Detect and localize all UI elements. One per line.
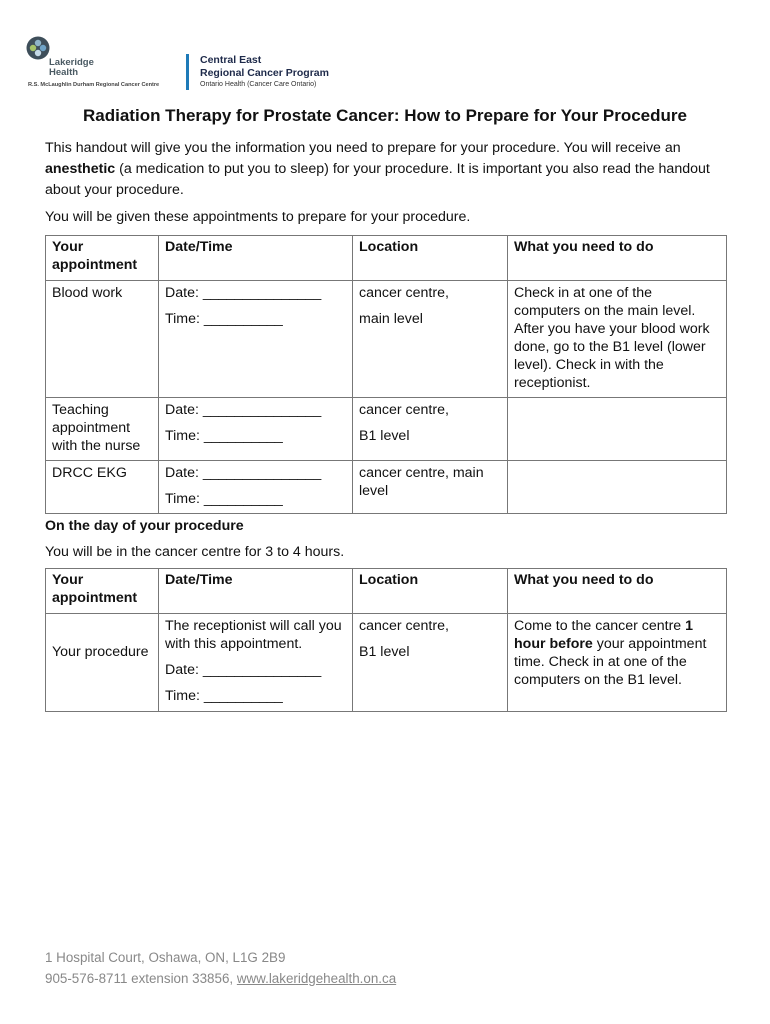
header-location: Location bbox=[353, 236, 508, 281]
appointment-location bbox=[353, 614, 508, 712]
todo-bold-time: 1 hour before bbox=[514, 618, 694, 652]
todo-text-2: your appointment time. Check in at one of the computers on the B1 level. bbox=[514, 636, 707, 688]
location-line2: main level bbox=[359, 311, 423, 327]
location-line1: cancer centre, main level bbox=[359, 465, 484, 499]
appointment-datetime bbox=[159, 461, 353, 514]
appointment-todo: Check in at one of the computers on the main level. After you have your blood work done, go to the B1 level (lower level). Check in with the receptionist. bbox=[508, 281, 727, 398]
table-row bbox=[46, 614, 727, 712]
footer-website-link[interactable]: www.lakeridgehealth.on.ca bbox=[236, 971, 397, 986]
footer-contact bbox=[45, 968, 396, 989]
page-footer bbox=[45, 947, 396, 989]
location-line1: cancer centre, bbox=[359, 618, 449, 634]
header-todo: What you need to do bbox=[508, 569, 727, 614]
receptionist-note: The receptionist will call you with this appointment. bbox=[165, 618, 342, 652]
lakeridge-health-logo bbox=[24, 34, 184, 94]
appointment-todo bbox=[508, 398, 727, 461]
header-todo: What you need to do bbox=[508, 236, 727, 281]
cancer-centre-name: R.S. McLaughlin Durham Regional Cancer Centre bbox=[28, 82, 160, 88]
appointments-intro: You will be given these appointments to prepare for your procedure. bbox=[45, 209, 471, 225]
lakeridge-health-emblem-icon bbox=[26, 36, 50, 60]
date-field: Date: _______________ bbox=[165, 402, 322, 418]
table-row bbox=[46, 398, 727, 461]
time-field: Time: __________ bbox=[165, 491, 283, 507]
procedure-day-text: You will be in the cancer centre for 3 to 4 hours. bbox=[45, 544, 345, 560]
appointment-location bbox=[353, 461, 508, 514]
page-title: Radiation Therapy for Prostate Cancer: How to Prepare for Your Procedure bbox=[83, 106, 687, 125]
appointment-name: Your procedure bbox=[46, 614, 159, 712]
program-affiliation: Ontario Health (Cancer Care Ontario) bbox=[200, 81, 317, 88]
procedure-day-heading: On the day of your procedure bbox=[45, 518, 244, 534]
intro-text-1: This handout will give you the information you need to prepare for your procedure. You will receive an bbox=[45, 140, 681, 156]
program-name-line1: Central East bbox=[200, 54, 262, 66]
appointment-datetime bbox=[159, 614, 353, 712]
page-header bbox=[24, 34, 746, 94]
appointment-location bbox=[353, 398, 508, 461]
time-field: Time: __________ bbox=[165, 688, 283, 704]
program-name-line2: Regional Cancer Program bbox=[200, 67, 329, 79]
header-appointment: Your appointment bbox=[46, 569, 159, 614]
central-east-logo bbox=[186, 54, 386, 92]
date-field: Date: _______________ bbox=[165, 465, 322, 481]
intro-text-2: (a medication to put you to sleep) for your procedure. It is important you also read the handout about your procedure. bbox=[45, 161, 710, 198]
appointment-datetime bbox=[159, 398, 353, 461]
location-line2: B1 level bbox=[359, 644, 410, 660]
header-datetime: Date/Time bbox=[159, 569, 353, 614]
appointment-todo bbox=[508, 614, 727, 712]
appointment-location bbox=[353, 281, 508, 398]
table-header-row bbox=[46, 236, 727, 281]
footer-address: 1 Hospital Court, Oshawa, ON, L1G 2B9 bbox=[45, 950, 286, 965]
location-line1: cancer centre, bbox=[359, 285, 449, 301]
time-field: Time: __________ bbox=[165, 428, 283, 444]
lakeridge-health-name: Lakeridge Health bbox=[49, 57, 94, 78]
header-datetime: Date/Time bbox=[159, 236, 353, 281]
intro-paragraph bbox=[45, 138, 735, 201]
location-line1: cancer centre, bbox=[359, 402, 449, 418]
appointment-name: DRCC EKG bbox=[46, 461, 159, 514]
table-row bbox=[46, 281, 727, 398]
location-line2: B1 level bbox=[359, 428, 410, 444]
table-row bbox=[46, 461, 727, 514]
footer-phone: 905-576-8711 extension 33856, bbox=[45, 971, 237, 986]
table-header-row bbox=[46, 569, 727, 614]
todo-text-1: Come to the cancer centre bbox=[514, 618, 686, 634]
intro-bold-term: anesthetic bbox=[45, 161, 116, 177]
time-field: Time: __________ bbox=[165, 311, 283, 327]
appointment-todo bbox=[508, 461, 727, 514]
preparation-appointments-table bbox=[45, 235, 727, 514]
date-field: Date: _______________ bbox=[165, 285, 322, 301]
header-appointment: Your appointment bbox=[46, 236, 159, 281]
date-field: Date: _______________ bbox=[165, 662, 322, 678]
appointment-name: Teaching appointment with the nurse bbox=[46, 398, 159, 461]
procedure-day-table bbox=[45, 568, 727, 712]
logo-accent-bar bbox=[186, 54, 189, 90]
appointment-datetime bbox=[159, 281, 353, 398]
header-location: Location bbox=[353, 569, 508, 614]
appointment-name: Blood work bbox=[46, 281, 159, 398]
